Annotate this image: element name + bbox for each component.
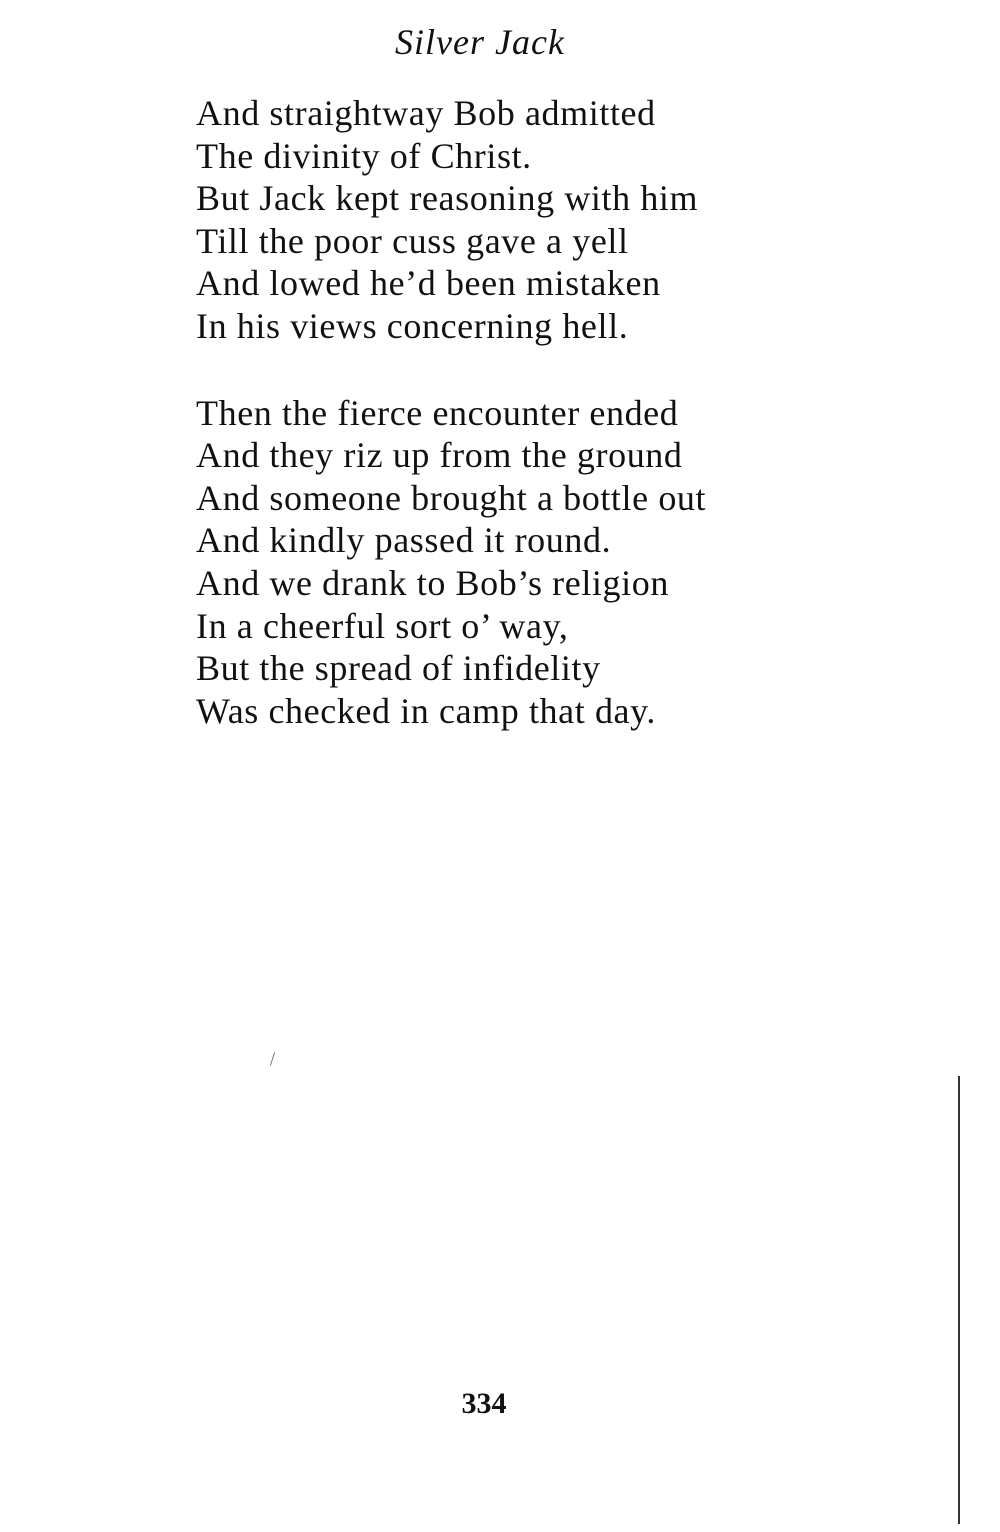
poem-line: Then the fierce encounter ended — [196, 392, 679, 433]
poem-line: Till the poor cuss gave a yell — [196, 220, 629, 261]
poem-line: And they riz up from the ground — [196, 435, 683, 476]
poem-line: And straightway Bob admitted — [196, 93, 656, 133]
page-number: 334 — [461, 1387, 507, 1420]
poem-line: In his views concerning hell. — [196, 305, 629, 346]
page-edge-shadow — [958, 1076, 960, 1524]
poem-line: Was checked in camp that day. — [196, 690, 656, 731]
poem-line: And lowed he’d been mistaken — [196, 263, 661, 304]
poem-body — [196, 92, 706, 732]
scan-speck — [270, 1052, 275, 1066]
poem-line: In a cheerful sort o’ way, — [196, 605, 569, 646]
poem-line: And someone brought a bottle out — [196, 477, 707, 518]
running-title: Silver Jack — [395, 22, 565, 62]
poem-line: The divinity of Christ. — [196, 135, 532, 176]
poem-line: But the spread of infidelity — [196, 648, 601, 689]
poem-line: But Jack kept reasoning with him — [196, 178, 699, 219]
stanza-2 — [196, 392, 706, 733]
poem-line: And we drank to Bob’s religion — [196, 562, 669, 603]
stanza-1 — [196, 92, 706, 348]
poem-line: And kindly passed it round. — [196, 520, 612, 561]
